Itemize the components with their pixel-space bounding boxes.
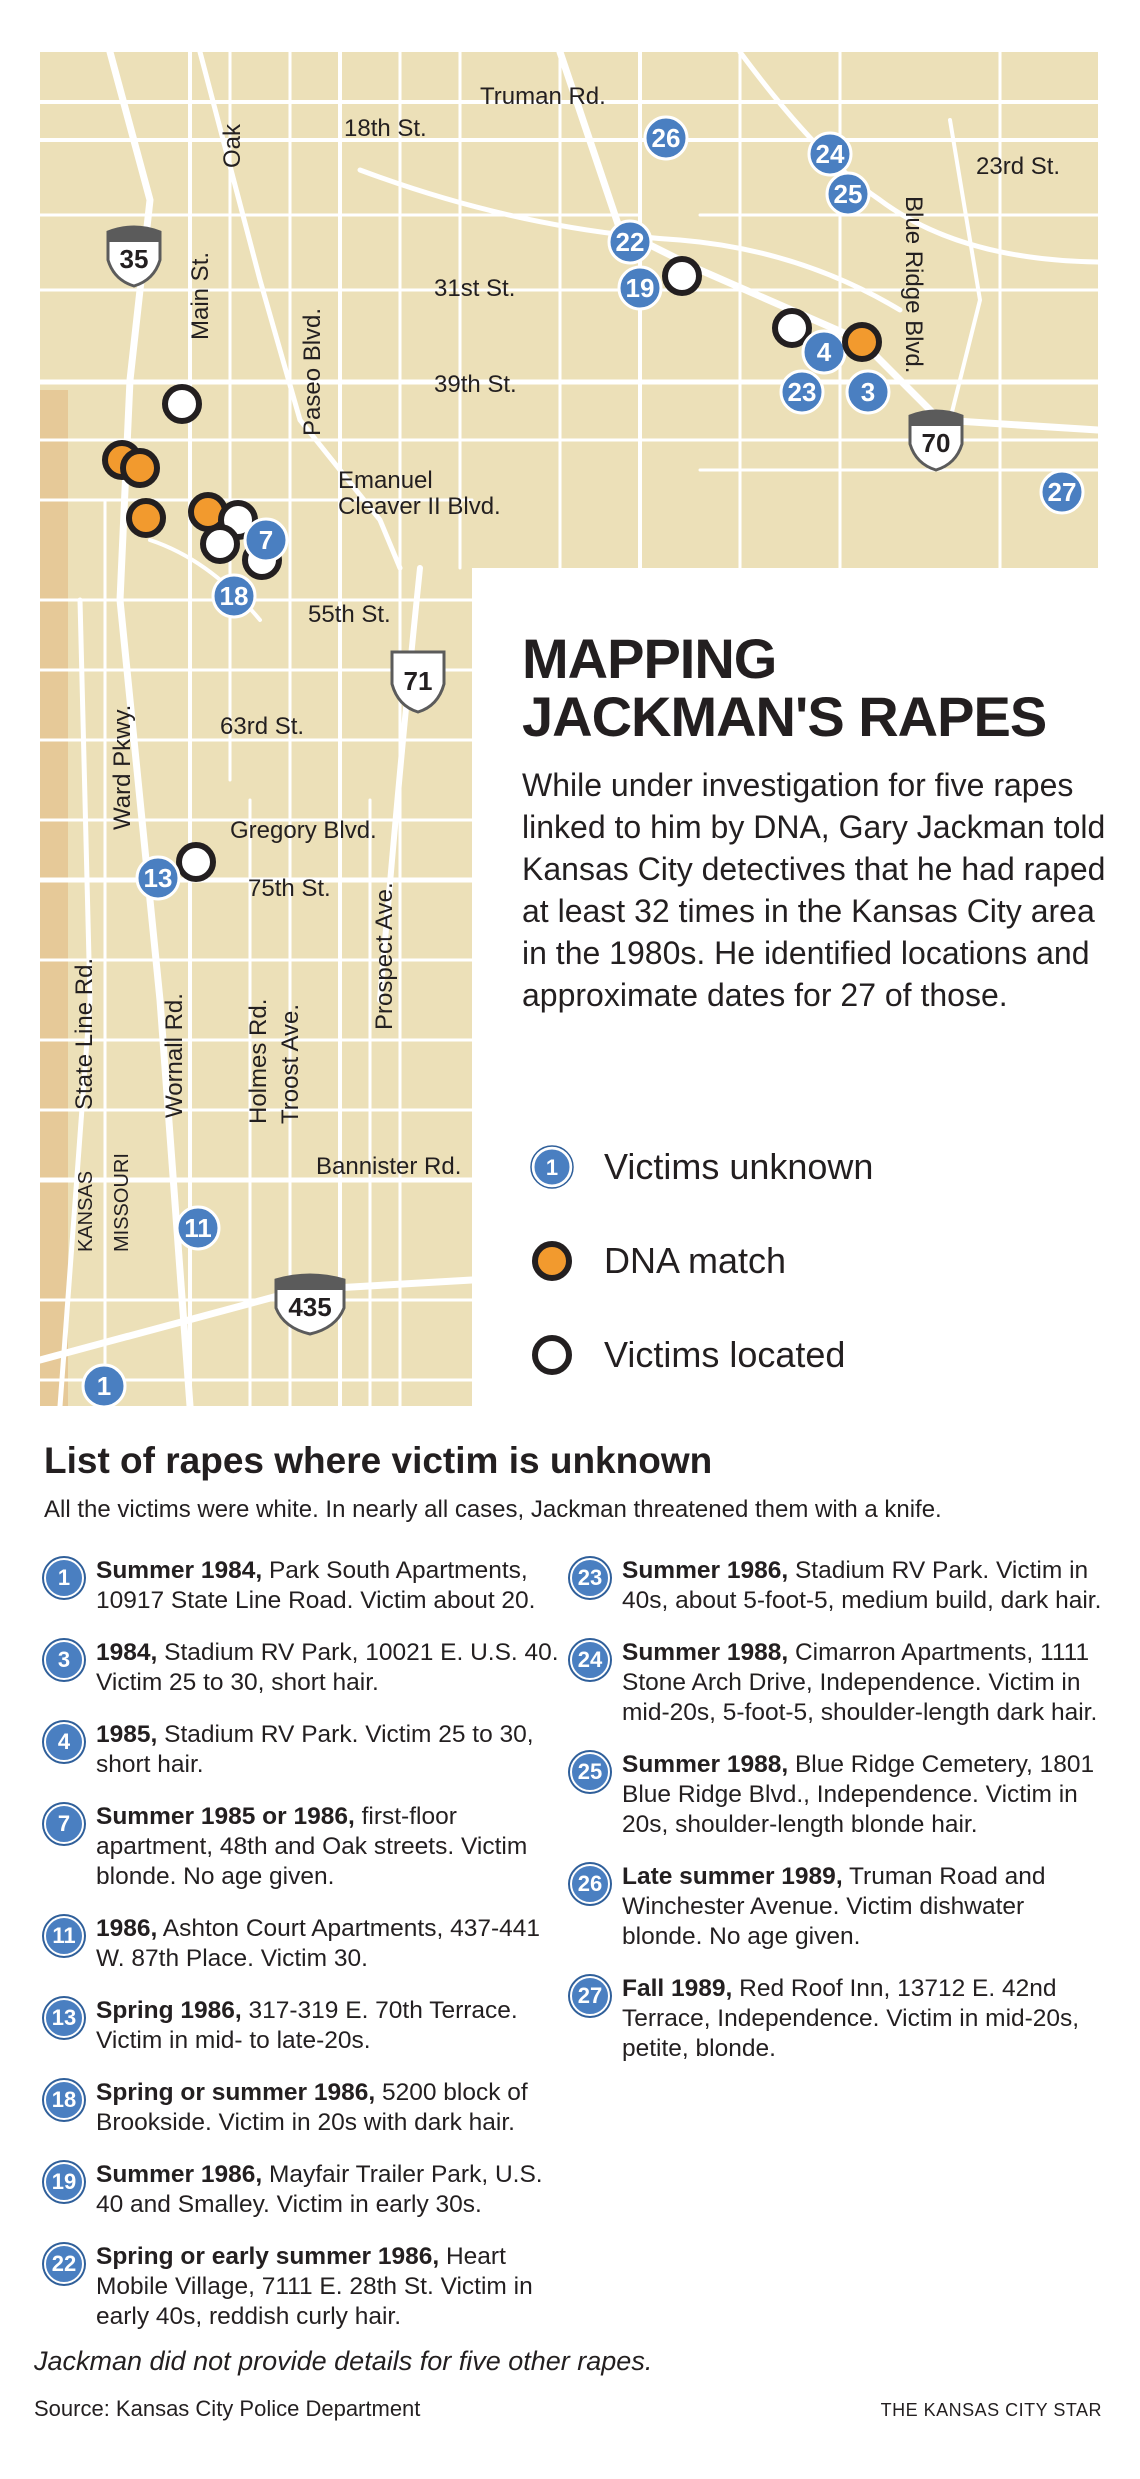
list-item [44,1802,564,1892]
list-item-text [622,1862,1110,1952]
list-item-number: 27 [570,1976,610,2016]
marker-number: 24 [815,139,845,169]
marker-number: 11 [184,1213,212,1243]
list-item-text [96,2078,564,2138]
unknown-marker [809,133,851,175]
list-item-number: 19 [44,2162,84,2202]
unknown-marker-icon [530,1145,574,1189]
list-item-date: Late summer 1989, [622,1863,843,1890]
marker-number: 27 [1047,477,1077,507]
shield-us71-number: 71 [403,666,433,696]
map-title: MAPPING JACKMAN'S RAPES [522,627,1047,748]
list-item [44,2160,564,2220]
list-item-number: 26 [570,1864,610,1904]
list-item-date: Summer 1988, [622,1639,789,1666]
marker-number: 26 [651,123,681,153]
list-item-text [96,1556,564,1616]
list-item-text [622,1750,1110,1840]
list-item-date: Fall 1989, [622,1975,733,2002]
dna-marker [845,325,879,359]
list-item-number: 18 [44,2080,84,2120]
unknown-marker-number: 1 [545,1155,559,1180]
list-item-detail: Red Roof Inn, 13712 E. 42nd Terrace, Independence. Victim in mid-20s, petite, blonde. [622,1975,1080,2062]
list-item-text [96,1914,564,1974]
located-marker [665,259,699,293]
shield-i35-number: 35 [119,244,149,274]
list-item-detail: Ashton Court Apartments, 437-441 W. 87th Place. Victim 30. [96,1915,541,1972]
list-item-date: Summer 1984, [96,1557,263,1584]
list-item-detail: Park South Apartments, 10917 State Line Road. Victim about 20. [96,1557,536,1614]
list-item-detail: Heart Mobile Village, 7111 E. 28th St. Victim in early 40s, reddish curly hair. [96,2243,533,2330]
dna-marker [123,451,157,485]
list-item [44,1914,564,1974]
list-item-text [96,1996,564,2056]
list-item [570,1750,1110,1840]
shield-i435-number: 435 [288,1292,332,1322]
label-39th-st: 39th St. [434,371,517,398]
label-state-line-rd: State Line Rd. [71,957,98,1110]
label-23rd-st: 23rd St. [976,153,1061,180]
unknown-marker [803,331,845,373]
list-item-number: 11 [44,1916,84,1956]
list-item-date: Summer 1988, [622,1751,789,1778]
list-item [44,2242,564,2332]
unknown-marker [245,519,287,561]
marker-number: 4 [816,337,832,367]
list-item-number: 1 [44,1558,84,1598]
marker-number: 1 [96,1371,112,1401]
footnote: Jackman did not provide details for five other rapes. [34,2346,653,2376]
unknown-marker [83,1365,125,1407]
list-item [570,1974,1110,2064]
label-paseo-blvd: Paseo Blvd. [299,307,326,436]
state-line-strip [40,390,68,1406]
label-troost-ave: Troost Ave. [277,1003,304,1124]
list-column-left [44,1556,564,2354]
legend-dna-label: DNA match [604,1240,787,1281]
legend-located [530,1308,1090,1402]
list-item [44,1996,564,2056]
label-emanuel: Emanuel [338,467,433,494]
label-blue-ridge-blvd: Blue Ridge Blvd. [900,196,927,374]
unknown-marker [609,221,651,263]
list-item [44,1556,564,1616]
list-item [44,1720,564,1780]
located-marker-icon [530,1333,574,1377]
unknown-marker [177,1207,219,1249]
marker-number: 18 [219,581,249,611]
dna-marker [129,501,163,535]
legend-located-label: Victims located [604,1334,846,1375]
legend-dna [530,1214,1090,1308]
unknown-marker [213,575,255,617]
marker-number: 19 [625,273,655,303]
list-item-detail: first-floor apartment, 48th and Oak streets. Victim blonde. No age given. [96,1803,528,1890]
label-oak: Oak [219,123,246,168]
legend-unknown-label: Victims unknown [604,1146,874,1187]
label-main-st: Main St. [187,251,214,340]
list-item-detail: Stadium RV Park. Victim in 40s, about 5-foot-5, medium build, dark hair. [622,1557,1102,1614]
unknown-marker [645,117,687,159]
marker-number: 3 [860,377,876,407]
list-item-detail: Truman Road and Winchester Avenue. Victim dishwater blonde. No age given. [622,1863,1046,1950]
list-item-text [622,1974,1110,2064]
label-holmes-rd: Holmes Rd. [245,998,272,1124]
list-item-detail: Blue Ridge Cemetery, 1801 Blue Ridge Blvd., Independence. Victim in 20s, shoulder-length blonde hair. [622,1751,1095,1838]
list-item-number: 25 [570,1752,610,1792]
unknown-marker [781,371,823,413]
list-item-detail: Stadium RV Park. Victim 25 to 30, short hair. [96,1721,534,1778]
list-item-detail: Stadium RV Park, 10021 E. U.S. 40. Victim 25 to 30, short hair. [96,1639,559,1696]
list-item-date: Spring or early summer 1986, [96,2243,440,2270]
list-item-text [96,1638,564,1698]
list-item-text [96,2160,564,2220]
label-gregory-blvd: Gregory Blvd. [230,817,377,844]
list-item-date: Spring 1986, [96,1997,242,2024]
list-item-number: 24 [570,1640,610,1680]
unknown-marker [137,857,179,899]
list-item-number: 23 [570,1558,610,1598]
list-item [570,1556,1110,1616]
unknown-marker [1041,471,1083,513]
label-truman-rd: Truman Rd. [480,83,606,110]
list-item [44,1638,564,1698]
list-item-detail: Mayfair Trailer Park, U.S. 40 and Smalley. Victim in early 30s. [96,2161,543,2218]
label-18th-st: 18th St. [344,115,427,142]
list-item-date: Summer 1985 or 1986, [96,1803,355,1830]
located-marker [179,845,213,879]
located-marker [203,527,237,561]
list-subtitle: All the victims were white. In nearly all cases, Jackman threatened them with a knife. [44,1496,942,1523]
label-ward-pkwy: Ward Pkwy. [109,704,136,830]
label-wornall-rd: Wornall Rd. [161,993,188,1118]
legend-unknown [530,1120,1090,1214]
list-item-text [96,1720,564,1780]
list-item-text [96,1802,564,1892]
list-item-date: Spring or summer 1986, [96,2079,376,2106]
shield-i70-number: 70 [921,428,951,458]
list-item [44,2078,564,2138]
marker-number: 13 [143,863,173,893]
list-item-number: 4 [44,1722,84,1762]
label-bannister-rd: Bannister Rd. [316,1153,462,1180]
list-item-date: Summer 1986, [96,2161,263,2188]
label-75th-st: 75th St. [248,875,331,902]
intro-text: While under investigation for five rapes linked to him by DNA, Gary Jackman told Kansas City detectives that he had raped at least 32 times in the Kansas City area in the 1980s. He identified locations and approximate dates for 27 of those. [522,767,1106,1013]
label-prospect-ave: Prospect Ave. [371,882,398,1030]
unknown-marker [827,173,869,215]
located-marker [165,387,199,421]
list-item-date: 1985, [96,1721,158,1748]
located-marker [775,311,809,345]
list-item-number: 3 [44,1640,84,1680]
label-63rd-st: 63rd St. [220,713,305,740]
marker-number: 7 [258,525,274,555]
list-item-detail: 5200 block of Brookside. Victim in 20s with dark hair. [96,2079,528,2136]
marker-number: 25 [833,179,863,209]
label-cleaver-ii-blvd: Cleaver II Blvd. [338,493,501,520]
label-55th-st: 55th St. [308,601,391,628]
title-block [522,627,1112,1016]
marker-number: 22 [615,227,645,257]
list-item-number: 22 [44,2244,84,2284]
unknown-marker [619,267,661,309]
credit: THE KANSAS CITY STAR [880,2400,1102,2420]
list-item-number: 13 [44,1998,84,2038]
label-missouri: MISSOURI [111,1153,133,1252]
label-31st-st: 31st St. [434,275,516,302]
list-item-detail: Cimarron Apartments, 1111 Stone Arch Drive, Independence. Victim in mid-20s, 5-foot-5, shoulder-length dark hair. [622,1639,1098,1726]
list-item [570,1862,1110,1952]
list-item-date: Summer 1986, [622,1557,789,1584]
list-column-right [570,1556,1110,2086]
list-item [570,1638,1110,1728]
unknown-marker [847,371,889,413]
list-item-date: 1984, [96,1639,158,1666]
list-item-text [622,1638,1110,1728]
marker-number: 23 [787,377,817,407]
list-item-text [96,2242,564,2332]
legend [530,1120,1090,1402]
list-item-text [622,1556,1110,1616]
list-item-detail: 317-319 E. 70th Terrace. Victim in mid- to late-20s. [96,1997,518,2054]
list-item-number: 7 [44,1804,84,1844]
list-item-date: 1986, [96,1915,158,1942]
source: Source: Kansas City Police Department [34,2396,421,2421]
dna-marker-icon [530,1239,574,1283]
list-title: List of rapes where victim is unknown [44,1440,713,1481]
label-kansas: KANSAS [75,1170,97,1252]
